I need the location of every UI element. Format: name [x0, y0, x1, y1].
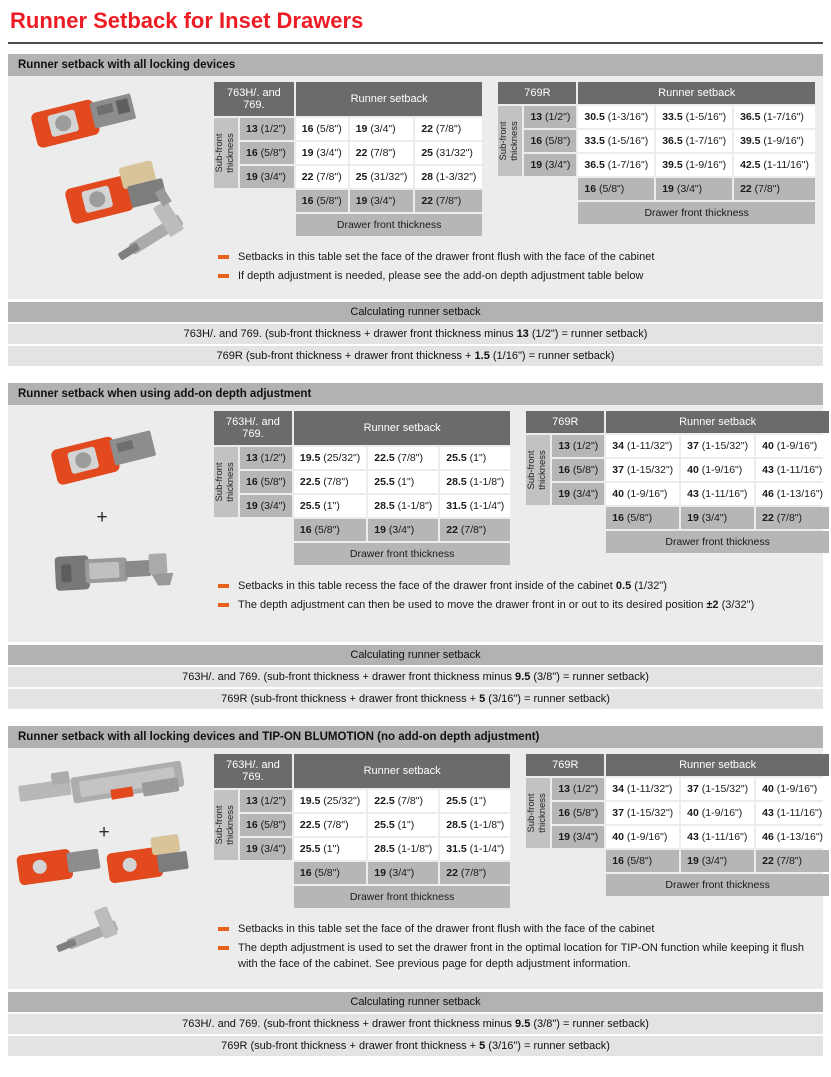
left-product-table [212, 80, 484, 238]
drawer-front-values-row [526, 850, 829, 872]
runner-setback-header-cell: Runner setback [296, 82, 483, 116]
drawer-front-label-row [526, 531, 829, 553]
table-row [214, 814, 510, 836]
setback-value-cell: 37 (1-15/32") [606, 459, 679, 481]
setback-value-cell: 43 (1-11/16") [756, 802, 829, 824]
sub-front-value-cell: 13 (1/2") [240, 118, 294, 140]
hardware-illustration [12, 409, 208, 632]
drawer-front-label-row [214, 543, 510, 565]
bullet-icon [218, 274, 229, 278]
drawer-front-label-cell: Drawer front thickness [294, 543, 510, 565]
table-header-row [214, 82, 482, 116]
drawer-front-value-cell: 16 (5/8") [296, 190, 348, 212]
calculating-header: Calculating runner setback [8, 645, 823, 665]
right-product-table [524, 409, 831, 555]
drawer-front-value-cell: 22 (7/8") [440, 862, 510, 884]
drawer-front-values-row [526, 507, 829, 529]
setback-value-cell: 36.5 (1-7/16") [578, 154, 654, 176]
table-row [526, 802, 829, 824]
setback-value-cell: 39.5 (1-9/16") [656, 154, 732, 176]
setback-value-cell: 33.5 (1-5/16") [578, 130, 654, 152]
title-divider [8, 42, 823, 44]
setback-value-cell: 33.5 (1-5/16") [656, 106, 732, 128]
table-row [526, 459, 829, 481]
drawer-front-label-row [214, 886, 510, 908]
setback-value-cell: 37 (1-15/32") [681, 778, 754, 800]
setback-value-cell: 40 (1-9/16") [756, 778, 829, 800]
section-header: Runner setback when using add-on depth adjustment [8, 383, 823, 405]
plus-icon: + [98, 821, 110, 843]
drawer-front-value-cell: 22 (7/8") [440, 519, 510, 541]
setback-value-cell: 40 (1-9/16") [681, 802, 754, 824]
drawer-front-value-cell: 19 (3/4") [368, 862, 438, 884]
setback-value-cell: 46 (1-13/16") [756, 483, 829, 505]
notes-list [218, 250, 817, 285]
formula-769r: 769R (sub-front thickness + drawer front thickness + 5 (3/16") = runner setback) [8, 1036, 823, 1056]
runner-setback-header-cell: Runner setback [578, 82, 815, 104]
setback-value-cell: 39.5 (1-9/16") [734, 130, 815, 152]
sub-front-value-cell: 16 (5/8") [240, 814, 292, 836]
setback-value-cell: 43 (1-11/16") [681, 826, 754, 848]
product-header-cell: 769R [526, 754, 604, 776]
note-text: Setbacks in this table set the face of the drawer front flush with the face of the cabinet [238, 251, 655, 263]
product-header-cell: 769R [498, 82, 576, 104]
orange-locking-device-icon [50, 426, 158, 486]
section-depth-adjustment [8, 383, 823, 709]
sub-front-thickness-text: Sub-front thickness [526, 449, 549, 490]
setback-value-cell: 40 (1-9/16") [606, 826, 679, 848]
formula-769r: 769R (sub-front thickness + drawer front thickness + 1.5 (1/16") = runner setback) [8, 346, 823, 366]
setback-value-cell: 28.5 (1-1/8") [440, 814, 510, 836]
drawer-front-label-cell: Drawer front thickness [578, 202, 815, 224]
drawer-front-label-cell: Drawer front thickness [606, 874, 829, 896]
sub-front-value-cell: 16 (5/8") [240, 142, 294, 164]
notes-list [218, 922, 817, 972]
setback-value-cell: 19 (3/4") [296, 142, 348, 164]
sub-front-value-cell: 16 (5/8") [552, 459, 604, 481]
table-header-row [214, 411, 510, 445]
drawer-front-value-cell: 22 (7/8") [734, 178, 815, 200]
setback-value-cell: 28.5 (1-1/8") [368, 495, 438, 517]
section-header: Runner setback with all locking devices [8, 54, 823, 76]
setback-value-cell: 37 (1-15/32") [606, 802, 679, 824]
drawer-front-label-cell: Drawer front thickness [296, 214, 483, 236]
drawer-front-value-cell: 16 (5/8") [578, 178, 654, 200]
setback-value-cell: 25.5 (1") [440, 790, 510, 812]
formula-769r: 769R (sub-front thickness + drawer front thickness + 5 (3/16") = runner setback) [8, 689, 823, 709]
table-row [498, 154, 815, 176]
setback-value-cell: 30.5 (1-3/16") [578, 106, 654, 128]
runner-setback-header-cell: Runner setback [294, 411, 510, 445]
sub-front-thickness-text: Sub-front thickness [214, 133, 236, 173]
drawer-front-value-cell: 19 (3/4") [681, 850, 754, 872]
right-product-table [524, 752, 831, 898]
orange-locking-device-icon [16, 844, 101, 885]
table-header-row [498, 82, 815, 104]
sub-front-thickness-text: Sub-front thickness [214, 804, 236, 845]
drawer-front-value-cell: 22 (7/8") [415, 190, 482, 212]
setback-value-cell: 25.5 (1") [368, 814, 438, 836]
drawer-front-value-cell: 19 (3/4") [656, 178, 732, 200]
drawer-front-value-cell: 16 (5/8") [606, 850, 679, 872]
setback-value-cell: 34 (1-11/32") [606, 435, 679, 457]
setback-value-cell: 19.5 (25/32") [294, 790, 366, 812]
setback-value-cell: 46 (1-13/16") [756, 826, 829, 848]
setback-value-cell: 28 (1-3/32") [415, 166, 482, 188]
setback-value-cell: 22.5 (7/8") [294, 471, 366, 493]
note-item [218, 922, 817, 937]
sub-front-thickness-text: Sub-front thickness [526, 792, 549, 833]
formula-763h: 763H/. and 769. (sub-front thickness + drawer front thickness minus 13 (1/2") = runner setback) [8, 324, 823, 344]
setback-value-cell: 25.5 (1") [440, 447, 510, 469]
table-row [498, 106, 815, 128]
orange-locking-device-tan-icon [62, 159, 168, 225]
product-header-cell: 763H/. and 769. [214, 754, 292, 788]
sub-front-thickness-text: Sub-front thickness [214, 461, 236, 502]
setback-value-cell: 43 (1-11/16") [681, 483, 754, 505]
setback-value-cell: 25.5 (1") [294, 495, 366, 517]
sub-front-thickness-text: Sub-front thickness [498, 121, 521, 161]
setback-value-cell: 25 (31/32") [350, 166, 414, 188]
sub-front-thickness-label [214, 790, 238, 860]
table-row [214, 142, 482, 164]
orange-locking-device-tan-icon [105, 833, 190, 884]
drawer-front-value-cell: 19 (3/4") [368, 519, 438, 541]
setback-value-cell: 16 (5/8") [296, 118, 348, 140]
bullet-icon [218, 927, 229, 931]
setback-value-cell: 40 (1-9/16") [606, 483, 679, 505]
drawer-front-values-row [214, 190, 482, 212]
drawer-front-label-row [526, 874, 829, 896]
sub-front-value-cell: 19 (3/4") [240, 838, 292, 860]
bullet-icon [218, 255, 229, 259]
table-header-row [526, 411, 829, 433]
setback-value-cell: 34 (1-11/32") [606, 778, 679, 800]
sub-front-value-cell: 13 (1/2") [552, 435, 604, 457]
note-text: Setbacks in this table recess the face of the drawer front inside of the cabinet 0.5 (1/32") [238, 579, 667, 592]
table-row [214, 118, 482, 140]
bullet-icon [218, 946, 229, 950]
setback-value-cell: 42.5 (1-11/16") [734, 154, 815, 176]
note-text: The depth adjustment is used to set the drawer front in the optimal location for TIP-ON function while keeping it flush with the face of the cabinet. See previous page for depth adjustment information. [238, 942, 804, 970]
table-row [214, 838, 510, 860]
sub-front-value-cell: 19 (3/4") [552, 483, 604, 505]
setback-value-cell: 22 (7/8") [296, 166, 348, 188]
hardware-illustration [12, 752, 208, 979]
drawer-front-label-row [214, 214, 482, 236]
table-row [526, 778, 829, 800]
setback-value-cell: 28.5 (1-1/8") [368, 838, 438, 860]
drawer-front-value-cell: 22 (7/8") [756, 507, 829, 529]
section-header: Runner setback with all locking devices and TIP-ON BLUMOTION (no add-on depth adjustment) [8, 726, 823, 748]
sub-front-value-cell: 19 (3/4") [240, 166, 294, 188]
setback-value-cell: 22 (7/8") [415, 118, 482, 140]
runner-setback-header-cell: Runner setback [606, 754, 829, 776]
setback-value-cell: 22.5 (7/8") [368, 447, 438, 469]
bullet-icon [218, 584, 229, 588]
product-header-cell: 763H/. and 769. [214, 82, 294, 116]
sub-front-thickness-label [526, 778, 550, 848]
table-row [498, 130, 815, 152]
drawer-front-value-cell: 16 (5/8") [294, 862, 366, 884]
setback-value-cell: 22 (7/8") [350, 142, 414, 164]
setback-value-cell: 37 (1-15/32") [681, 435, 754, 457]
drawer-front-values-row [214, 862, 510, 884]
drawer-front-value-cell: 19 (3/4") [681, 507, 754, 529]
sub-front-value-cell: 16 (5/8") [524, 130, 576, 152]
runner-setback-header-cell: Runner setback [294, 754, 510, 788]
sub-front-value-cell: 13 (1/2") [240, 790, 292, 812]
left-product-table [212, 409, 512, 567]
calculating-header: Calculating runner setback [8, 302, 823, 322]
drawer-front-values-row [214, 519, 510, 541]
left-product-table [212, 752, 512, 910]
section-locking-devices [8, 54, 823, 366]
sub-front-value-cell: 19 (3/4") [240, 495, 292, 517]
orange-locking-device-icon [30, 89, 138, 149]
depth-adjustment-part-icon [54, 551, 174, 591]
tipon-blumotion-unit-icon [70, 760, 185, 807]
table-row [526, 826, 829, 848]
table-row [214, 495, 510, 517]
product-header-cell: 769R [526, 411, 604, 433]
note-text: If depth adjustment is needed, please see the add-on depth adjustment table below [238, 270, 644, 283]
drawer-front-value-cell: 19 (3/4") [350, 190, 414, 212]
setback-value-cell: 28.5 (1-1/8") [440, 471, 510, 493]
sub-front-value-cell: 16 (5/8") [240, 471, 292, 493]
note-item [218, 579, 817, 594]
sub-front-value-cell: 13 (1/2") [524, 106, 576, 128]
note-text: The depth adjustment can then be used to move the drawer front in or out to its desired position ±2 (3/32") [238, 599, 755, 612]
drawer-front-value-cell: 16 (5/8") [606, 507, 679, 529]
sub-front-value-cell: 16 (5/8") [552, 802, 604, 824]
table-row [526, 483, 829, 505]
bullet-icon [218, 603, 229, 607]
table-row [214, 447, 510, 469]
drawer-front-value-cell: 16 (5/8") [294, 519, 366, 541]
setback-value-cell: 19 (3/4") [350, 118, 414, 140]
formula-763h: 763H/. and 769. (sub-front thickness + drawer front thickness minus 9.5 (3/8") = runner setback) [8, 667, 823, 687]
sub-front-thickness-label [498, 106, 522, 176]
sub-front-value-cell: 19 (3/4") [524, 154, 576, 176]
runner-setback-header-cell: Runner setback [606, 411, 829, 433]
small-metal-plate-icon [17, 771, 72, 802]
sub-front-value-cell: 13 (1/2") [552, 778, 604, 800]
setback-value-cell: 31.5 (1-1/4") [440, 495, 510, 517]
drawer-front-label-cell: Drawer front thickness [606, 531, 829, 553]
note-item [218, 269, 817, 284]
note-item [218, 941, 817, 972]
setback-value-cell: 25 (31/32") [415, 142, 482, 164]
note-item [218, 598, 817, 613]
product-header-cell: 763H/. and 769. [214, 411, 292, 445]
formula-763h: 763H/. and 769. (sub-front thickness + drawer front thickness minus 9.5 (3/8") = runner setback) [8, 1014, 823, 1034]
calculating-header: Calculating runner setback [8, 992, 823, 1012]
setback-value-cell: 31.5 (1-1/4") [440, 838, 510, 860]
setback-value-cell: 40 (1-9/16") [681, 459, 754, 481]
setback-value-cell: 22.5 (7/8") [294, 814, 366, 836]
table-row [526, 435, 829, 457]
right-product-table [496, 80, 817, 226]
setback-value-cell: 36.5 (1-7/16") [734, 106, 815, 128]
metal-runner-part-icon [49, 905, 120, 957]
hardware-illustration [12, 80, 208, 289]
drawer-front-values-row [498, 178, 815, 200]
note-text: Setbacks in this table set the face of the drawer front flush with the face of the cabinet [238, 922, 655, 935]
setback-value-cell: 25.5 (1") [294, 838, 366, 860]
setback-value-cell: 22.5 (7/8") [368, 790, 438, 812]
page-title: Runner Setback for Inset Drawers [10, 8, 364, 33]
notes-list [218, 579, 817, 614]
setback-value-cell: 36.5 (1-7/16") [656, 130, 732, 152]
sub-front-thickness-label [214, 447, 238, 517]
sub-front-value-cell: 13 (1/2") [240, 447, 292, 469]
section-tipon-blumotion [8, 726, 823, 1056]
setback-value-cell: 43 (1-11/16") [756, 459, 829, 481]
sub-front-value-cell: 19 (3/4") [552, 826, 604, 848]
note-item [218, 250, 817, 265]
plus-icon: + [96, 506, 108, 528]
setback-value-cell: 19.5 (25/32") [294, 447, 366, 469]
drawer-front-label-cell: Drawer front thickness [294, 886, 510, 908]
sub-front-thickness-label [214, 118, 238, 188]
sub-front-thickness-label [526, 435, 550, 505]
table-row [214, 166, 482, 188]
setback-value-cell: 25.5 (1") [368, 471, 438, 493]
table-row [214, 790, 510, 812]
drawer-front-label-row [498, 202, 815, 224]
table-row [214, 471, 510, 493]
drawer-front-value-cell: 22 (7/8") [756, 850, 829, 872]
table-header-row [214, 754, 510, 788]
table-header-row [526, 754, 829, 776]
setback-value-cell: 40 (1-9/16") [756, 435, 829, 457]
